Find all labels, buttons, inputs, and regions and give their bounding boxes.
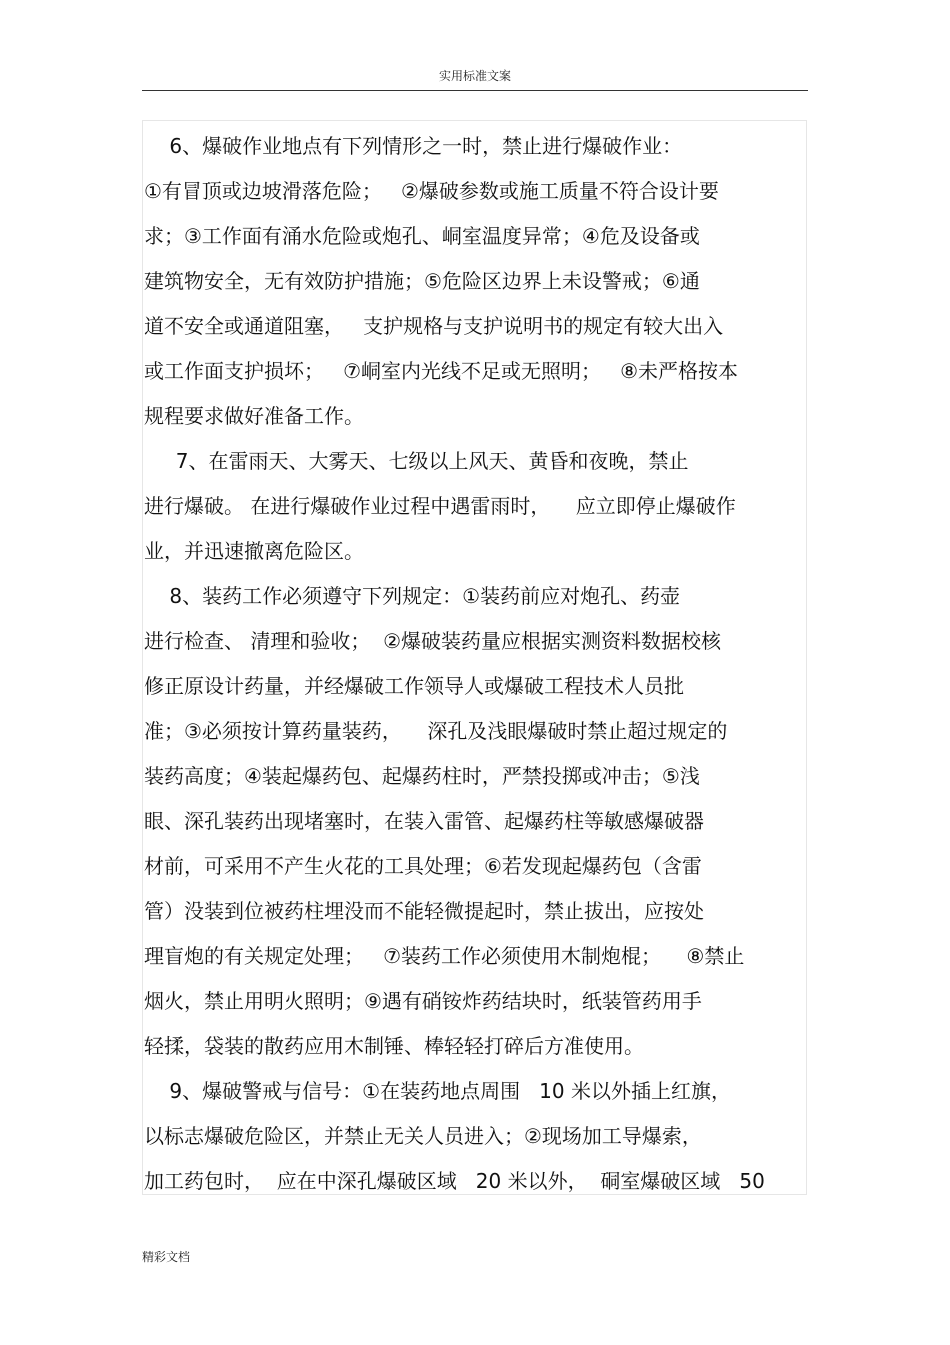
text-line: 准；③必须按计算药量装药， 深孔及浅眼爆破时禁止超过规定的 — [144, 719, 728, 743]
text-line: 理盲炮的有关规定处理； ⑦装药工作必须使用木制炮棍； ⑧禁止 — [144, 944, 745, 968]
text-line: 进行爆破。 在进行爆破作业过程中遇雷雨时， 应立即停止爆破作 — [144, 494, 736, 518]
text-line: 装药高度；④装起爆药包、起爆药柱时，严禁投掷或冲击；⑤浅 — [144, 764, 700, 788]
page-header-title: 实用标准文案 — [438, 69, 511, 83]
text-line: 修正原设计药量，并经爆破工作领导人或爆破工程技术人员批 — [144, 674, 684, 698]
text-line: 进行检查、 清理和验收； ②爆破装药量应根据实测资料数据校核 — [144, 629, 722, 653]
text-line: 材前，可采用不产生火花的工具处理；⑥若发现起爆药包（含雷 — [144, 854, 702, 878]
text-line: 业，并迅速撤离危险区。 — [144, 539, 364, 563]
text-line: 管）没装到位被药柱埋没而不能轻微提起时，禁止拔出，应按处 — [144, 899, 704, 923]
text-line: 轻揉，袋装的散药应用木制锤、棒轻轻打碎后方准使用。 — [144, 1034, 644, 1058]
text-line: 求；③工作面有涌水危险或炮孔、峒室温度异常；④危及设备或 — [144, 224, 700, 248]
text-line: 道不安全或通道阻塞， 支护规格与支护说明书的规定有较大出入 — [144, 314, 724, 338]
text-line: 规程要求做好准备工作。 — [144, 404, 364, 428]
header-rule — [142, 90, 808, 91]
page-footer-text: 精彩文档 — [142, 1250, 191, 1264]
text-line: 以标志爆破危险区，并禁止无关人员进入；②现场加工导爆索， — [144, 1124, 702, 1148]
text-line: 眼、深孔装药出现堵塞时，在装入雷管、起爆药柱等敏感爆破器 — [144, 809, 704, 833]
text-line: 加工药包时， 应在中深孔爆破区域 20 米以外， 硐室爆破区域 50 — [144, 1169, 765, 1193]
text-line: 8、装药工作必须遵守下列规定：①装药前应对炮孔、药壶 — [144, 584, 681, 608]
text-line: 6、爆破作业地点有下列情形之一时，禁止进行爆破作业： — [144, 134, 683, 158]
text-line: 7、在雷雨天、大雾天、七级以上风天、黄昏和夜晚，禁止 — [144, 449, 689, 473]
text-line: ①有冒顶或边坡滑落危险； ②爆破参数或施工质量不符合设计要 — [144, 179, 719, 203]
text-line: 或工作面支护损坏； ⑦峒室内光线不足或无照明； ⑧未严格按本 — [144, 359, 739, 383]
text-line: 烟火，禁止用明火照明；⑨遇有硝铵炸药结块时，纸装管药用手 — [144, 989, 702, 1013]
text-line: 9、爆破警戒与信号：①在装药地点周围 10 米以外插上红旗， — [144, 1079, 731, 1103]
text-line: 建筑物安全，无有效防护措施；⑤危险区边界上未设警戒；⑥通 — [144, 269, 700, 293]
